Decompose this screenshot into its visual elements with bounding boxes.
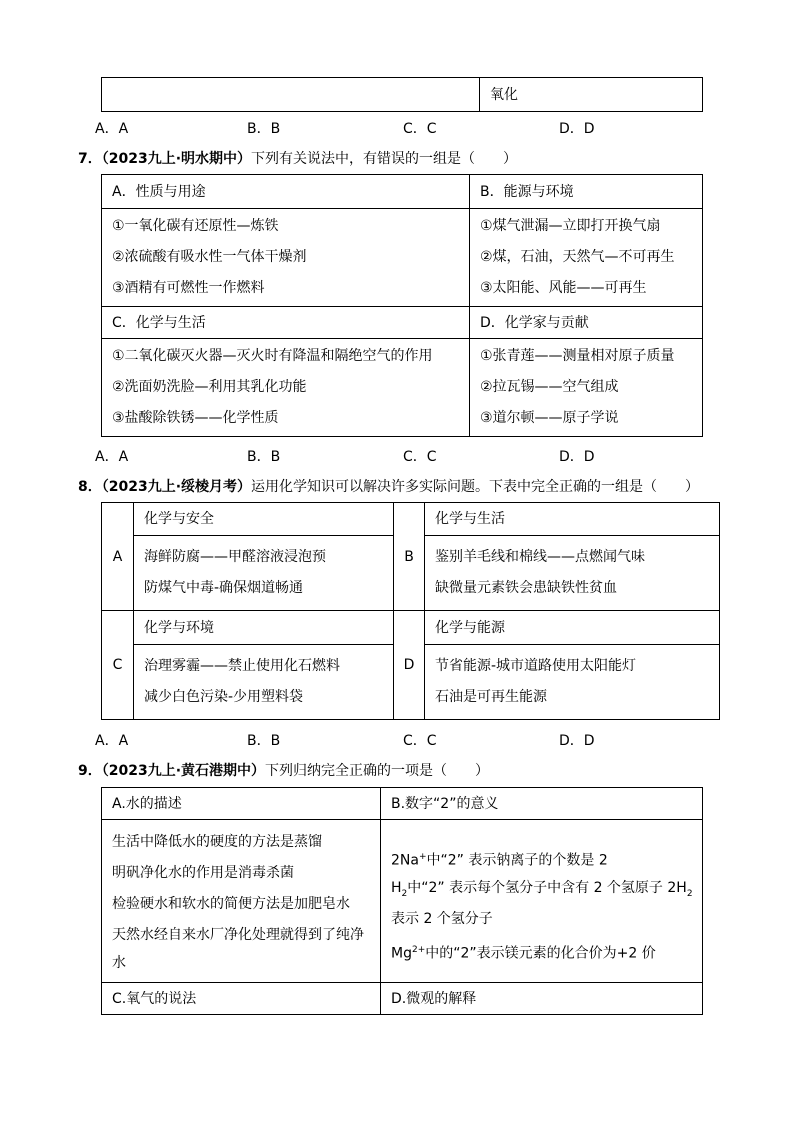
q8-c-label: C [102, 611, 134, 720]
q7-text: 下列有关说法中，有错误的一组是（ ） [251, 151, 518, 167]
q7-a-item: ②浓硫酸有吸水性一气体干燥剂 [112, 249, 307, 265]
q7-d-item: ②拉瓦锡——空气组成 [480, 379, 619, 395]
q7-c-item: ①二氧化碳灭火器—灭火时有降温和隔绝空气的作用 [112, 348, 433, 364]
option-d[interactable]: D．D [559, 449, 595, 465]
q8-a-items [134, 536, 394, 611]
q8-c-item: 减少白色污染-少用塑料袋 [144, 689, 304, 705]
option-b[interactable]: B．B [247, 121, 281, 137]
q8-prefix: 8．（2023九上·绥棱月考） [78, 479, 252, 495]
q8-c-item: 治理雾霾——禁止使用化石燃料 [144, 658, 340, 674]
top-table [101, 77, 703, 112]
option-c[interactable]: C．C [403, 733, 437, 749]
q8-b-item: 鉴别羊毛线和棉线——点燃闻气味 [435, 549, 645, 565]
option-b[interactable]: B．B [247, 733, 281, 749]
q9-b-items [381, 820, 703, 983]
q8-d-item: 节省能源-城市道路使用太阳能灯 [435, 658, 637, 674]
q9-text: 下列归纳完全正确的一项是（ ） [265, 763, 490, 779]
q9-b-title: B.数字“2”的意义 [381, 788, 703, 820]
q7-stem [78, 148, 517, 168]
q7-a-item: ③酒精有可燃性一作燃料 [112, 280, 265, 296]
top-table-left-cell [102, 78, 480, 112]
q9-a-item: 检验硬水和软水的简便方法是加肥皂水 [112, 895, 350, 912]
q9-a-item: 生活中降低水的硬度的方法是蒸馏 [112, 833, 322, 850]
q8-table [101, 502, 720, 720]
q7-c-items [102, 339, 470, 437]
q9-a-item: 水 [112, 954, 126, 971]
top-table-right-cell: 氧化 [480, 78, 703, 112]
q9-d-title: D.微观的解释 [381, 983, 703, 1015]
q7-d-items [470, 339, 703, 437]
q8-c-title: 化学与环境 [134, 611, 394, 645]
q9-c-title: C.氧气的说法 [102, 983, 381, 1015]
option-d[interactable]: D．D [559, 121, 595, 137]
q7-c-item: ②洗面奶洗脸—利用其乳化功能 [112, 379, 307, 395]
q7-b-items [470, 209, 703, 307]
q7-a-items [102, 209, 470, 307]
q7-b-title: B．能源与环境 [470, 175, 703, 209]
q8-b-items [425, 536, 720, 611]
q7-a-title: A．性质与用途 [102, 175, 470, 209]
q9-table [101, 787, 703, 1015]
q7-d-item: ①张青莲——测量相对原子质量 [480, 348, 675, 364]
option-b[interactable]: B．B [247, 449, 281, 465]
q7-b-item: ③太阳能、风能——可再生 [480, 280, 647, 296]
q8-c-items [134, 645, 394, 720]
q9-a-item: 明矾净化水的作用是消毒杀菌 [112, 864, 294, 881]
option-c[interactable]: C．C [403, 121, 437, 137]
q7-table [101, 174, 703, 437]
q8-d-label: D [394, 611, 425, 720]
q9-a-items [102, 820, 381, 983]
q9-stem [78, 760, 489, 780]
q8-d-items [425, 645, 720, 720]
option-a[interactable]: A．A [95, 733, 129, 749]
q8-text: 运用化学知识可以解决许多实际问题。下表中完全正确的一组是（ ） [251, 479, 700, 495]
q7-d-title: D．化学家与贡献 [470, 307, 703, 339]
q8-b-label: B [394, 503, 425, 611]
q8-d-item: 石油是可再生能源 [435, 689, 547, 705]
option-c[interactable]: C．C [403, 449, 437, 465]
q8-b-item: 缺微量元素铁会患缺铁性贫血 [435, 580, 617, 596]
q7-c-item: ③盐酸除铁锈——化学性质 [112, 410, 279, 426]
q9-prefix: 9．（2023九上·黄石港期中） [78, 763, 266, 779]
q8-a-label: A [102, 503, 134, 611]
q9-b-line-1: 2Na+中“2” 表示钠离子的个数是 2 [391, 852, 608, 869]
q8-a-title: 化学与安全 [134, 503, 394, 536]
q8-d-title: 化学与能源 [425, 611, 720, 645]
option-a[interactable]: A．A [95, 449, 129, 465]
q7-c-title: C．化学与生活 [102, 307, 470, 339]
q9-a-item: 天然水经自来水厂净化处理就得到了纯净 [112, 926, 364, 943]
q9-b-line-2: $H_2$中“2” 表示每个氢分子中含有 2 个氢原子 $2H_2$ [391, 880, 693, 899]
q7-d-item: ③道尔顿——原子学说 [480, 410, 619, 426]
q9-b-line-3: 表示 2 个氢分子 [391, 911, 493, 927]
q7-prefix: 7．（2023九上·明水期中） [78, 151, 252, 167]
q8-a-item: 海鲜防腐——甲醛溶液浸泡预 [144, 549, 326, 565]
option-a[interactable]: A．A [95, 121, 129, 137]
q8-b-title: 化学与生活 [425, 503, 720, 536]
q9-b-line-4: $Mg^{2+}$中的“2”表示镁元素的化合价为+2 价 [391, 945, 656, 962]
q8-stem [78, 476, 699, 496]
q7-b-item: ②煤，石油，天然气—不可再生 [480, 249, 675, 265]
q9-a-title: A.水的描述 [102, 788, 381, 820]
q7-b-item: ①煤气泄漏—立即打开换气扇 [480, 218, 661, 234]
option-d[interactable]: D．D [559, 733, 595, 749]
q7-a-item: ①一氧化碳有还原性—炼铁 [112, 218, 279, 234]
q8-a-item: 防煤气中毒-确保烟道畅通 [144, 580, 304, 596]
